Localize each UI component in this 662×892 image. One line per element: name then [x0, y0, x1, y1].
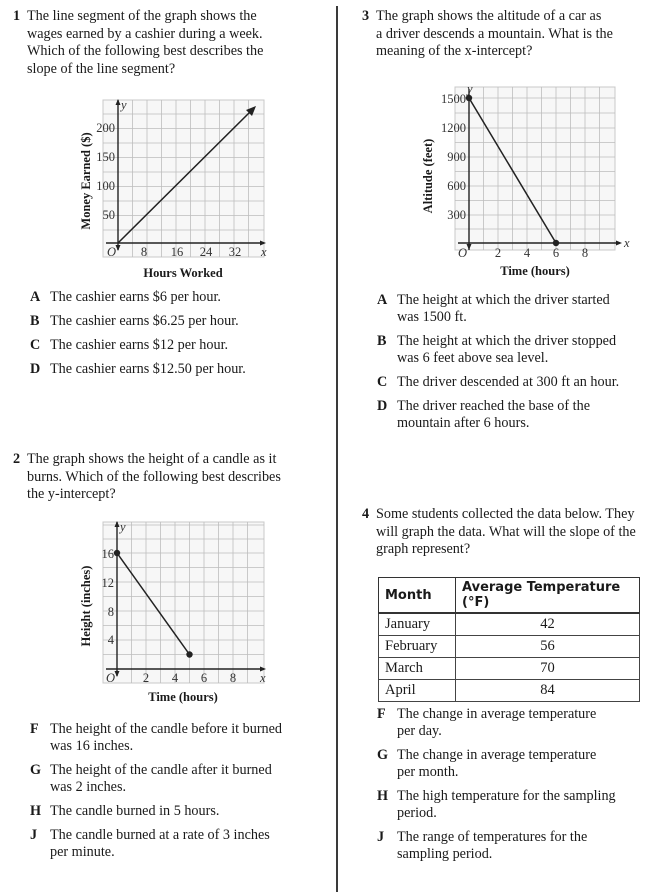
- choice-text: per minute.: [50, 844, 115, 860]
- svg-text:6: 6: [552, 246, 560, 260]
- choice-text: The range of temperatures for the: [397, 829, 588, 845]
- choice-text: The cashier earns $12.50 per hour.: [50, 361, 246, 377]
- svg-text:Hours Worked: Hours Worked: [143, 266, 223, 280]
- month-cell: January: [379, 613, 456, 636]
- choice-text: was 1500 ft.: [397, 309, 467, 325]
- svg-text:2: 2: [494, 246, 502, 260]
- choice-text: The cashier earns $6.25 per hour.: [50, 313, 239, 329]
- question-line: a driver descends a mountain. What is the: [376, 25, 613, 42]
- svg-text:y: y: [121, 98, 127, 112]
- choice-text: mountain after 6 hours.: [397, 415, 530, 431]
- svg-text:300: 300: [447, 208, 466, 222]
- temperature-cell: 84: [456, 680, 640, 702]
- choice-text: sampling period.: [397, 846, 493, 862]
- svg-text:y: y: [467, 83, 473, 96]
- choice-letter: G: [30, 762, 42, 778]
- choice-J[interactable]: [30, 827, 330, 861]
- question-3-choices: [377, 292, 662, 439]
- svg-text:12: 12: [101, 576, 114, 590]
- table-row: [379, 680, 640, 702]
- choice-B[interactable]: [377, 333, 662, 367]
- choice-text: The driver descended at 300 ft an hour.: [397, 374, 620, 390]
- svg-text:Time (hours): Time (hours): [500, 264, 570, 278]
- chart-altitude: [420, 83, 635, 280]
- table-row: [379, 658, 640, 680]
- svg-text:32: 32: [228, 245, 242, 259]
- choice-text: per month.: [397, 764, 459, 780]
- svg-text:4: 4: [107, 633, 114, 647]
- choice-F[interactable]: [377, 706, 662, 740]
- choice-letter: B: [377, 333, 387, 349]
- svg-text:Time (hours): Time (hours): [148, 690, 218, 704]
- choice-text: per day.: [397, 723, 442, 739]
- question-line: the y-intercept?: [27, 486, 116, 502]
- table-row: [379, 613, 640, 636]
- svg-text:4: 4: [171, 671, 179, 685]
- question-number: 4: [362, 506, 370, 522]
- choice-C[interactable]: [30, 337, 330, 354]
- svg-text:x: x: [261, 245, 267, 259]
- choice-D[interactable]: [30, 361, 330, 378]
- choice-letter: B: [30, 313, 40, 329]
- svg-text:Height (inches): Height (inches): [79, 565, 93, 647]
- choice-letter: D: [377, 398, 388, 414]
- question-line: graph represent?: [376, 541, 471, 557]
- choice-text: period.: [397, 805, 437, 821]
- choice-B[interactable]: [30, 313, 330, 330]
- choice-letter: J: [30, 827, 38, 843]
- question-2-choices: [30, 721, 330, 868]
- choice-letter: G: [377, 747, 389, 763]
- question-line: The graph shows the height of a candle as it: [27, 451, 277, 467]
- svg-text:8: 8: [107, 605, 114, 619]
- svg-text:600: 600: [447, 179, 466, 193]
- svg-text:6: 6: [200, 671, 208, 685]
- choice-letter: F: [30, 721, 39, 737]
- svg-text:16: 16: [101, 547, 114, 561]
- svg-text:4: 4: [523, 246, 531, 260]
- choice-text: The height at which the driver started: [397, 292, 610, 308]
- table-header-row: [379, 578, 640, 614]
- svg-text:50: 50: [102, 208, 115, 222]
- choice-text: The height of the candle before it burned: [50, 721, 283, 737]
- question-text: [376, 8, 613, 61]
- month-cell: February: [379, 636, 456, 658]
- svg-text:200: 200: [96, 121, 115, 135]
- choice-G[interactable]: [30, 762, 330, 796]
- svg-text:x: x: [260, 671, 266, 685]
- svg-text:2: 2: [142, 671, 150, 685]
- question-line: The line segment of the graph shows the: [27, 8, 257, 24]
- month-cell: April: [379, 680, 456, 702]
- choice-text: was 6 feet above sea level.: [397, 350, 549, 366]
- question-3: [362, 8, 613, 61]
- question-line: wages earned by a cashier during a week.: [27, 25, 263, 42]
- choice-text: The cashier earns $12 per hour.: [50, 337, 229, 353]
- question-line: meaning of the x-intercept?: [376, 43, 533, 59]
- choice-text: was 2 inches.: [50, 779, 127, 795]
- temperature-cell: 42: [456, 613, 640, 636]
- svg-text:24: 24: [199, 245, 213, 259]
- svg-text:8: 8: [140, 245, 148, 259]
- svg-text:1200: 1200: [441, 121, 466, 135]
- svg-text:y: y: [120, 520, 126, 534]
- column-divider: [336, 6, 338, 892]
- question-line: will graph the data. What will the slope of the: [376, 523, 636, 540]
- question-4: [362, 506, 636, 559]
- choice-text: The height of the candle after it burned: [50, 762, 272, 778]
- chart-candle: [76, 518, 276, 708]
- svg-text:150: 150: [96, 150, 115, 164]
- choice-H[interactable]: [30, 803, 330, 820]
- column-header-month: Month: [379, 578, 456, 614]
- choice-letter: D: [30, 361, 41, 377]
- svg-text:8: 8: [581, 246, 589, 260]
- choice-J[interactable]: [377, 829, 662, 863]
- svg-text:8: 8: [229, 671, 237, 685]
- question-line: The graph shows the altitude of a car as: [376, 8, 602, 24]
- choice-text: The change in average temperature: [397, 706, 597, 722]
- svg-text:x: x: [624, 236, 630, 250]
- svg-text:16: 16: [170, 245, 184, 259]
- choice-text: The candle burned at a rate of 3 inches: [50, 827, 270, 843]
- question-number: 2: [13, 451, 21, 467]
- choice-letter: C: [30, 337, 41, 353]
- question-4-choices: [377, 706, 662, 870]
- choice-letter: F: [377, 706, 386, 722]
- question-number: 3: [362, 8, 370, 24]
- temperature-table: [378, 577, 640, 702]
- month-cell: March: [379, 658, 456, 680]
- question-line: burns. Which of the following best describes: [27, 468, 281, 485]
- question-1: [13, 8, 263, 78]
- svg-text:Altitude (feet): Altitude (feet): [421, 138, 435, 214]
- temperature-cell: 56: [456, 636, 640, 658]
- choice-letter: H: [377, 788, 389, 804]
- column-header-temperature: Average Temperature (°F): [456, 578, 640, 614]
- svg-text:100: 100: [96, 179, 115, 193]
- svg-text:Money Earned ($): Money Earned ($): [79, 132, 93, 230]
- choice-D[interactable]: [377, 398, 662, 432]
- choice-F[interactable]: [30, 721, 330, 755]
- svg-text:900: 900: [447, 150, 466, 164]
- svg-text:1500: 1500: [441, 92, 466, 106]
- choice-text: The cashier earns $6 per hour.: [50, 289, 221, 305]
- question-text: [27, 451, 281, 504]
- choice-letter: C: [377, 374, 388, 390]
- temperature-cell: 70: [456, 658, 640, 680]
- choice-A[interactable]: [377, 292, 662, 326]
- question-number: 1: [13, 8, 21, 24]
- question-line: Which of the following best describes the: [27, 43, 264, 59]
- choice-text: was 16 inches.: [50, 738, 134, 754]
- question-line: Some students collected the data below. They: [376, 506, 635, 522]
- choice-text: The change in average temperature: [397, 747, 597, 763]
- svg-text:O: O: [458, 246, 468, 260]
- choice-text: The driver reached the base of the: [397, 398, 591, 414]
- choice-C[interactable]: [377, 374, 662, 391]
- choice-text: The high temperature for the sampling: [397, 788, 616, 804]
- choice-text: The candle burned in 5 hours.: [50, 803, 220, 819]
- choice-letter: J: [377, 829, 385, 845]
- question-text: [376, 506, 636, 559]
- choice-letter: A: [30, 289, 41, 305]
- question-text: [27, 8, 263, 78]
- choice-A[interactable]: [30, 289, 330, 306]
- choice-letter: A: [377, 292, 388, 308]
- choice-letter: H: [30, 803, 42, 819]
- choice-H[interactable]: [377, 788, 662, 822]
- chart-wages: [76, 96, 276, 286]
- choice-G[interactable]: [377, 747, 662, 781]
- question-1-choices: [30, 289, 330, 385]
- question-line: slope of the line segment?: [27, 60, 176, 77]
- svg-text:O: O: [107, 245, 117, 259]
- table-row: [379, 636, 640, 658]
- svg-text:O: O: [106, 671, 116, 685]
- question-2: [13, 451, 281, 504]
- choice-text: The height at which the driver stopped: [397, 333, 617, 349]
